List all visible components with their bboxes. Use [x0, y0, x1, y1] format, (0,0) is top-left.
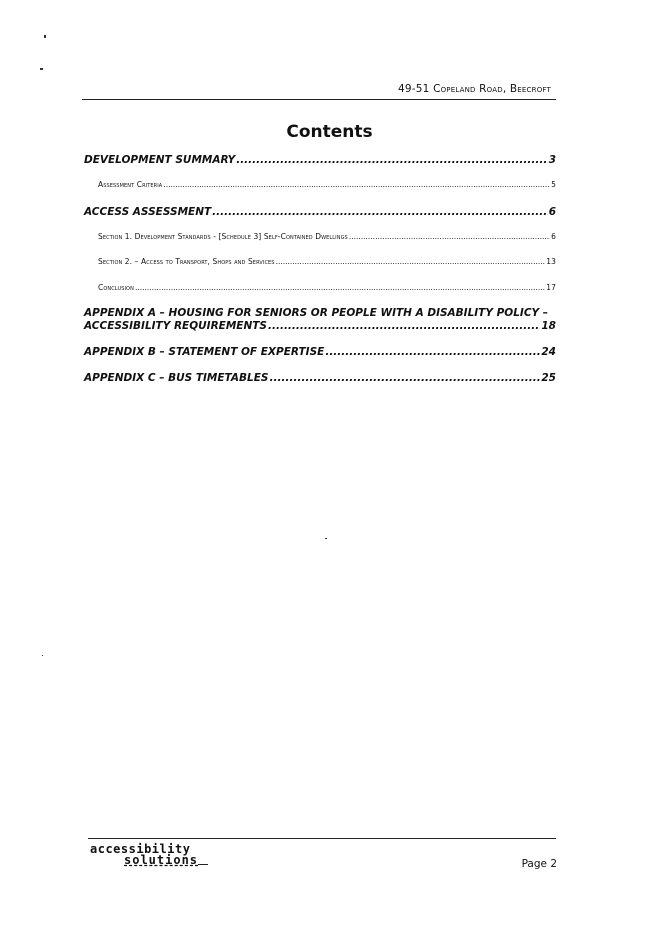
logo-dash — [198, 864, 208, 865]
toc-label: Conclusion — [98, 283, 134, 292]
scan-speck — [44, 35, 46, 38]
toc-leader — [236, 154, 547, 166]
toc-page-number: 25 — [541, 372, 556, 384]
scan-speck — [42, 655, 43, 656]
toc-page-number: 13 — [546, 257, 556, 266]
logo-line2: solutions — [124, 853, 199, 867]
toc-label-line1[interactable]: APPENDIX A – HOUSING FOR SENIORS OR PEOPLE WITH A DISABILITY POLICY – — [84, 307, 549, 319]
toc-entry-development-summary[interactable] — [84, 154, 556, 166]
scan-speck — [40, 68, 43, 70]
accessibility-solutions-logo — [90, 842, 220, 872]
toc-leader — [269, 372, 540, 384]
toc-leader — [349, 232, 550, 241]
toc-label: APPENDIX C – BUS TIMETABLES — [84, 372, 269, 384]
toc-label: Assessment Criteria — [98, 180, 163, 189]
toc-label: DEVELOPMENT SUMMARY — [84, 154, 236, 166]
footer-rule — [88, 838, 556, 839]
toc-label: ACCESS ASSESSMENT — [84, 206, 212, 218]
toc-entry-conclusion[interactable] — [98, 283, 556, 292]
toc-entry-section-1[interactable] — [98, 232, 556, 241]
toc-page-number: 5 — [551, 180, 556, 189]
toc-entry-section-2[interactable] — [98, 257, 556, 266]
toc-leader — [268, 320, 540, 332]
page-title: Contents — [286, 122, 373, 142]
toc-leader — [135, 283, 545, 292]
toc-label: Section 2. – Access to Transport, Shops and Services — [98, 257, 275, 266]
page-number: Page 2 — [521, 858, 557, 870]
scan-speck — [325, 538, 327, 539]
toc-entry-appendix-a[interactable] — [84, 320, 556, 332]
toc-page-number: 24 — [541, 346, 556, 358]
toc-page-number: 17 — [546, 283, 556, 292]
logo-line1: accessibility — [90, 842, 191, 856]
toc-page-number: 3 — [548, 154, 556, 166]
toc-page-number: 6 — [548, 206, 556, 218]
toc-page-number: 6 — [551, 232, 556, 241]
toc-label: APPENDIX B – STATEMENT OF EXPERTISE — [84, 346, 325, 358]
toc-label-line2: ACCESSIBILITY REQUIREMENTS — [84, 320, 267, 332]
toc-label: Section 1. Development Standards - [Schedule 3] Self-Contained Dwellings — [98, 232, 348, 241]
toc-leader — [325, 346, 540, 358]
header-rule — [82, 99, 556, 100]
toc-leader — [212, 206, 548, 218]
toc-entry-appendix-c[interactable] — [84, 372, 556, 384]
toc-entry-assessment-criteria[interactable] — [98, 180, 556, 189]
header-address: 49-51 Copeland Road, Beecroft — [398, 83, 551, 95]
toc-leader — [276, 257, 546, 266]
toc-entry-access-assessment[interactable] — [84, 206, 556, 218]
toc-entry-appendix-b[interactable] — [84, 346, 556, 358]
toc-leader — [163, 180, 550, 189]
toc-page-number: 18 — [541, 320, 556, 332]
